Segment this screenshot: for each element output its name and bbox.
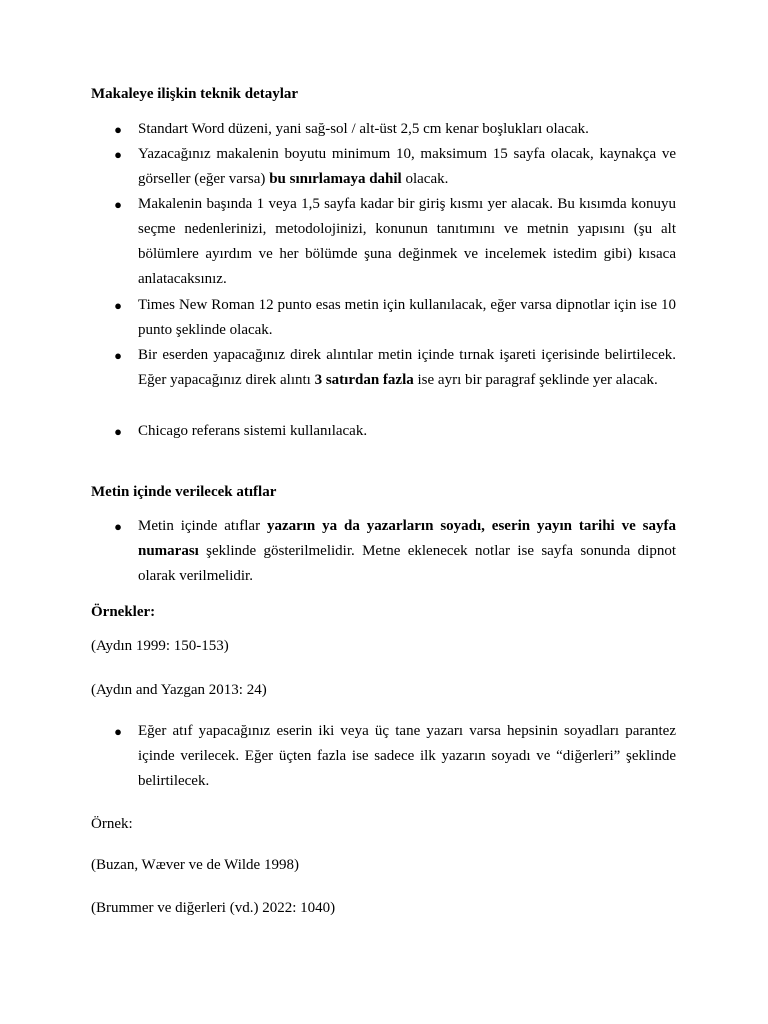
bullet-icon: ● [114,122,122,137]
bullet-icon: ● [114,424,122,439]
bullet-icon: ● [114,197,122,212]
list-item-text: ise ayrı bir paragraf şeklinde yer alacak. [413,372,658,388]
list-item-text: Chicago referans sistemi kullanılacak. [138,423,368,439]
list-item-text: şeklinde gösterilmelidir. Metne eklenecek notlar ise sayfa sonunda dipnot olarak verilmelidir. [138,543,676,584]
citation-example: (Aydın 1999: 150-153) [91,638,229,654]
example-label: Örnek: [91,816,133,832]
citation-example: (Buzan, Wæver ve de Wilde 1998) [91,857,299,873]
list-item [114,117,676,142]
list-item-text: Times New Roman 12 punto esas metin için kullanılacak, eğer varsa dipnotlar için ise 10 punto şeklinde olacak. [138,297,676,338]
bullet-icon: ● [114,519,122,534]
list-item [114,142,676,192]
list-item-text: Makalenin başında 1 veya 1,5 sayfa kadar bir giriş kısmı yer alacak. Bu kısımda konuyu seçme nedenlerinizi, metodolojinizi, konunun tanıtımını ve metnin yapısını (şu alt bölümlere ayırdım ve her bölümde şuna değinmek ve incelemek istedim gibi) kısaca anlatacaksınız. [138,196,676,287]
list-item [114,514,676,589]
list-item [114,192,676,292]
examples-heading: Örnekler: [91,604,156,620]
list-item-text: Standart Word düzeni, yani sağ-sol / alt-üst 2,5 cm kenar boşlukları olacak. [138,121,589,137]
list-item [114,343,676,393]
list-item [114,419,676,444]
bullet-icon: ● [114,298,122,313]
bullet-icon: ● [114,348,122,363]
citation-example: (Aydın and Yazgan 2013: 24) [91,682,267,698]
list-item-text: Metin içinde atıflar [138,518,267,534]
list-item-text: olacak. [401,171,449,187]
list-item-text: Bir eserden yapacağınız direk alıntılar metin içinde tırnak işareti içerisinde belirtilecek. Eğer yapacağınız direk alıntı [138,347,676,388]
list-item [114,719,676,794]
section-heading-in-text-citations: Metin içinde verilecek atıflar [91,484,277,500]
list-item-bold-text: bu sınırlamaya dahil [269,171,402,187]
list-item-text: Eğer atıf yapacağınız eserin iki veya üç tane yazarı varsa hepsinin soyadları parantez içinde verilecek. Eğer üçten fazla ise sadece ilk yazarın soyadı ve “diğerleri” şeklinde belirtilecek. [138,723,676,789]
bullet-icon: ● [114,147,122,162]
list-item [114,293,676,343]
section-heading-technical-details: Makaleye ilişkin teknik detaylar [91,86,299,102]
bullet-icon: ● [114,724,122,739]
list-item-text: Yazacağınız makalenin boyutu minimum 10, maksimum 15 sayfa olacak, kaynakça ve görseller (eğer varsa) [138,146,676,187]
list-item-bold-text: yazarın ya da yazarların soyadı, eserin yayın tarihi ve sayfa numarası [138,518,676,559]
citation-example: (Brummer ve diğerleri (vd.) 2022: 1040) [91,900,336,916]
list-item-bold-text: 3 satırdan fazla [314,372,414,388]
